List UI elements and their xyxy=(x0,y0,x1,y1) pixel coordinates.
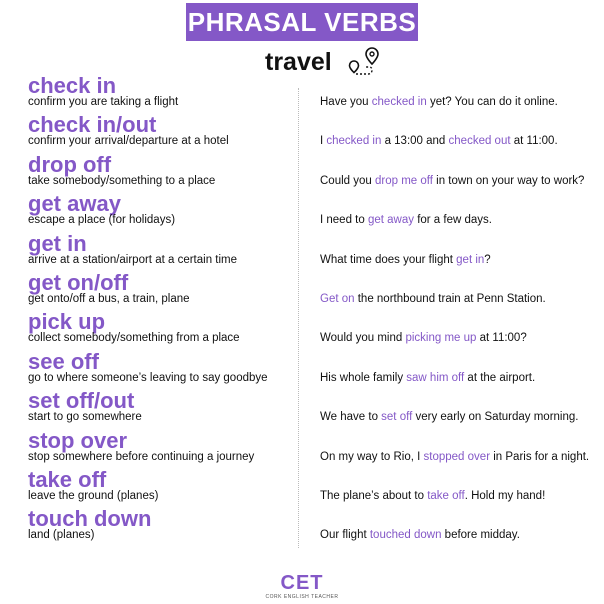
example-text: Have you xyxy=(320,96,372,108)
example-text: His whole family xyxy=(320,371,407,384)
page-title: PHRASAL VERBS xyxy=(187,6,417,37)
example-text: very early on Saturday morning. xyxy=(412,411,579,424)
example-sentence xyxy=(320,528,520,542)
phrasal-verb: set off/out xyxy=(28,388,135,414)
column-divider xyxy=(298,88,299,548)
example-text: Would you mind xyxy=(320,332,406,345)
example-highlight: drop me off xyxy=(374,174,433,187)
verb-definition: go to where someone’s leaving to say goodbye xyxy=(28,371,268,384)
example-text: the northbound train at Penn Station. xyxy=(354,293,546,305)
example-sentence xyxy=(320,95,558,109)
example-highlight: checked out xyxy=(448,135,511,148)
verb-definition: confirm your arrival/departure at a hotel xyxy=(28,135,229,148)
logo-tagline: CORK ENGLISH TEACHER xyxy=(265,594,339,600)
example-text: yet? You can do it online. xyxy=(426,96,558,108)
example-text: at 11:00? xyxy=(476,332,527,345)
phrasal-verb: drop off xyxy=(28,151,112,177)
verb-definition: stop somewhere before continuing a journey xyxy=(28,450,255,463)
example-highlight: get away xyxy=(367,214,414,227)
example-highlight: checked in xyxy=(326,135,382,148)
verb-definition: leave the ground (planes) xyxy=(28,490,159,502)
verb-definition: confirm you are taking a flight xyxy=(28,96,179,108)
example-highlight: set off xyxy=(381,411,413,424)
logo: CET xyxy=(280,572,324,594)
example-text: for a few days. xyxy=(414,214,492,227)
example-sentence xyxy=(320,253,491,267)
example-text: Our flight xyxy=(320,529,370,542)
example-text: a 13:00 and xyxy=(381,135,449,148)
example-sentence xyxy=(320,371,535,385)
phrasal-verb: stop over xyxy=(28,427,128,453)
example-highlight: touched down xyxy=(369,529,442,542)
phrasal-verb: check in/out xyxy=(28,112,157,138)
verb-definition: arrive at a station/airport at a certain time xyxy=(28,253,238,266)
example-text: ? xyxy=(484,253,491,266)
phrasal-verb: take off xyxy=(28,467,107,492)
example-highlight: Get on xyxy=(320,293,355,305)
example-text: before midday. xyxy=(441,529,520,542)
verb-definition: escape a place (for holidays) xyxy=(28,214,176,227)
map-pin-route-icon xyxy=(348,45,382,77)
example-text: in Paris for a night. xyxy=(490,450,590,463)
example-highlight: saw him off xyxy=(406,371,465,384)
example-highlight: get in xyxy=(456,253,485,266)
phrasal-verb: touch down xyxy=(28,506,152,532)
verb-definition: take somebody/something to a place xyxy=(28,174,216,187)
example-text: What time does your flight xyxy=(320,253,457,266)
phrasal-verb: see off xyxy=(28,348,99,374)
example-text: We have to xyxy=(320,411,382,424)
example-highlight: take off xyxy=(427,490,465,502)
page-subtitle: travel xyxy=(265,48,332,76)
example-text: at the airport. xyxy=(464,371,536,384)
example-highlight: stopped over xyxy=(423,450,491,463)
example-sentence xyxy=(320,174,584,188)
example-sentence xyxy=(320,331,527,345)
example-highlight: picking me up xyxy=(405,332,477,345)
phrasal-verb: check in xyxy=(28,73,117,98)
example-sentence xyxy=(320,450,589,464)
verb-definition: land (planes) xyxy=(28,529,95,542)
verb-definition: start to go somewhere xyxy=(28,411,142,424)
phrasal-verb: get in xyxy=(28,230,87,256)
example-text: On my way to Rio, I xyxy=(320,450,424,463)
example-text: in town on your way to work? xyxy=(432,174,585,187)
example-sentence xyxy=(320,213,492,227)
verb-definition: get onto/off a bus, a train, plane xyxy=(28,293,190,305)
example-text: at 11:00. xyxy=(510,135,558,148)
phrasal-verb: get away xyxy=(28,191,121,217)
phrasal-verb: pick up xyxy=(28,309,106,335)
verb-definition: collect somebody/something from a place xyxy=(28,332,240,345)
example-text: . Hold my hand! xyxy=(464,490,546,502)
example-text: I xyxy=(320,135,327,148)
example-text: Could you xyxy=(320,174,375,187)
example-sentence xyxy=(320,134,558,148)
example-sentence xyxy=(320,410,578,424)
example-text: I need to xyxy=(320,214,368,227)
example-text: The plane’s about to xyxy=(320,490,428,502)
example-sentence xyxy=(320,292,546,306)
title-banner xyxy=(186,3,418,41)
example-sentence xyxy=(320,489,545,503)
example-highlight: checked in xyxy=(371,96,427,108)
phrasal-verb: get on/off xyxy=(28,270,129,295)
